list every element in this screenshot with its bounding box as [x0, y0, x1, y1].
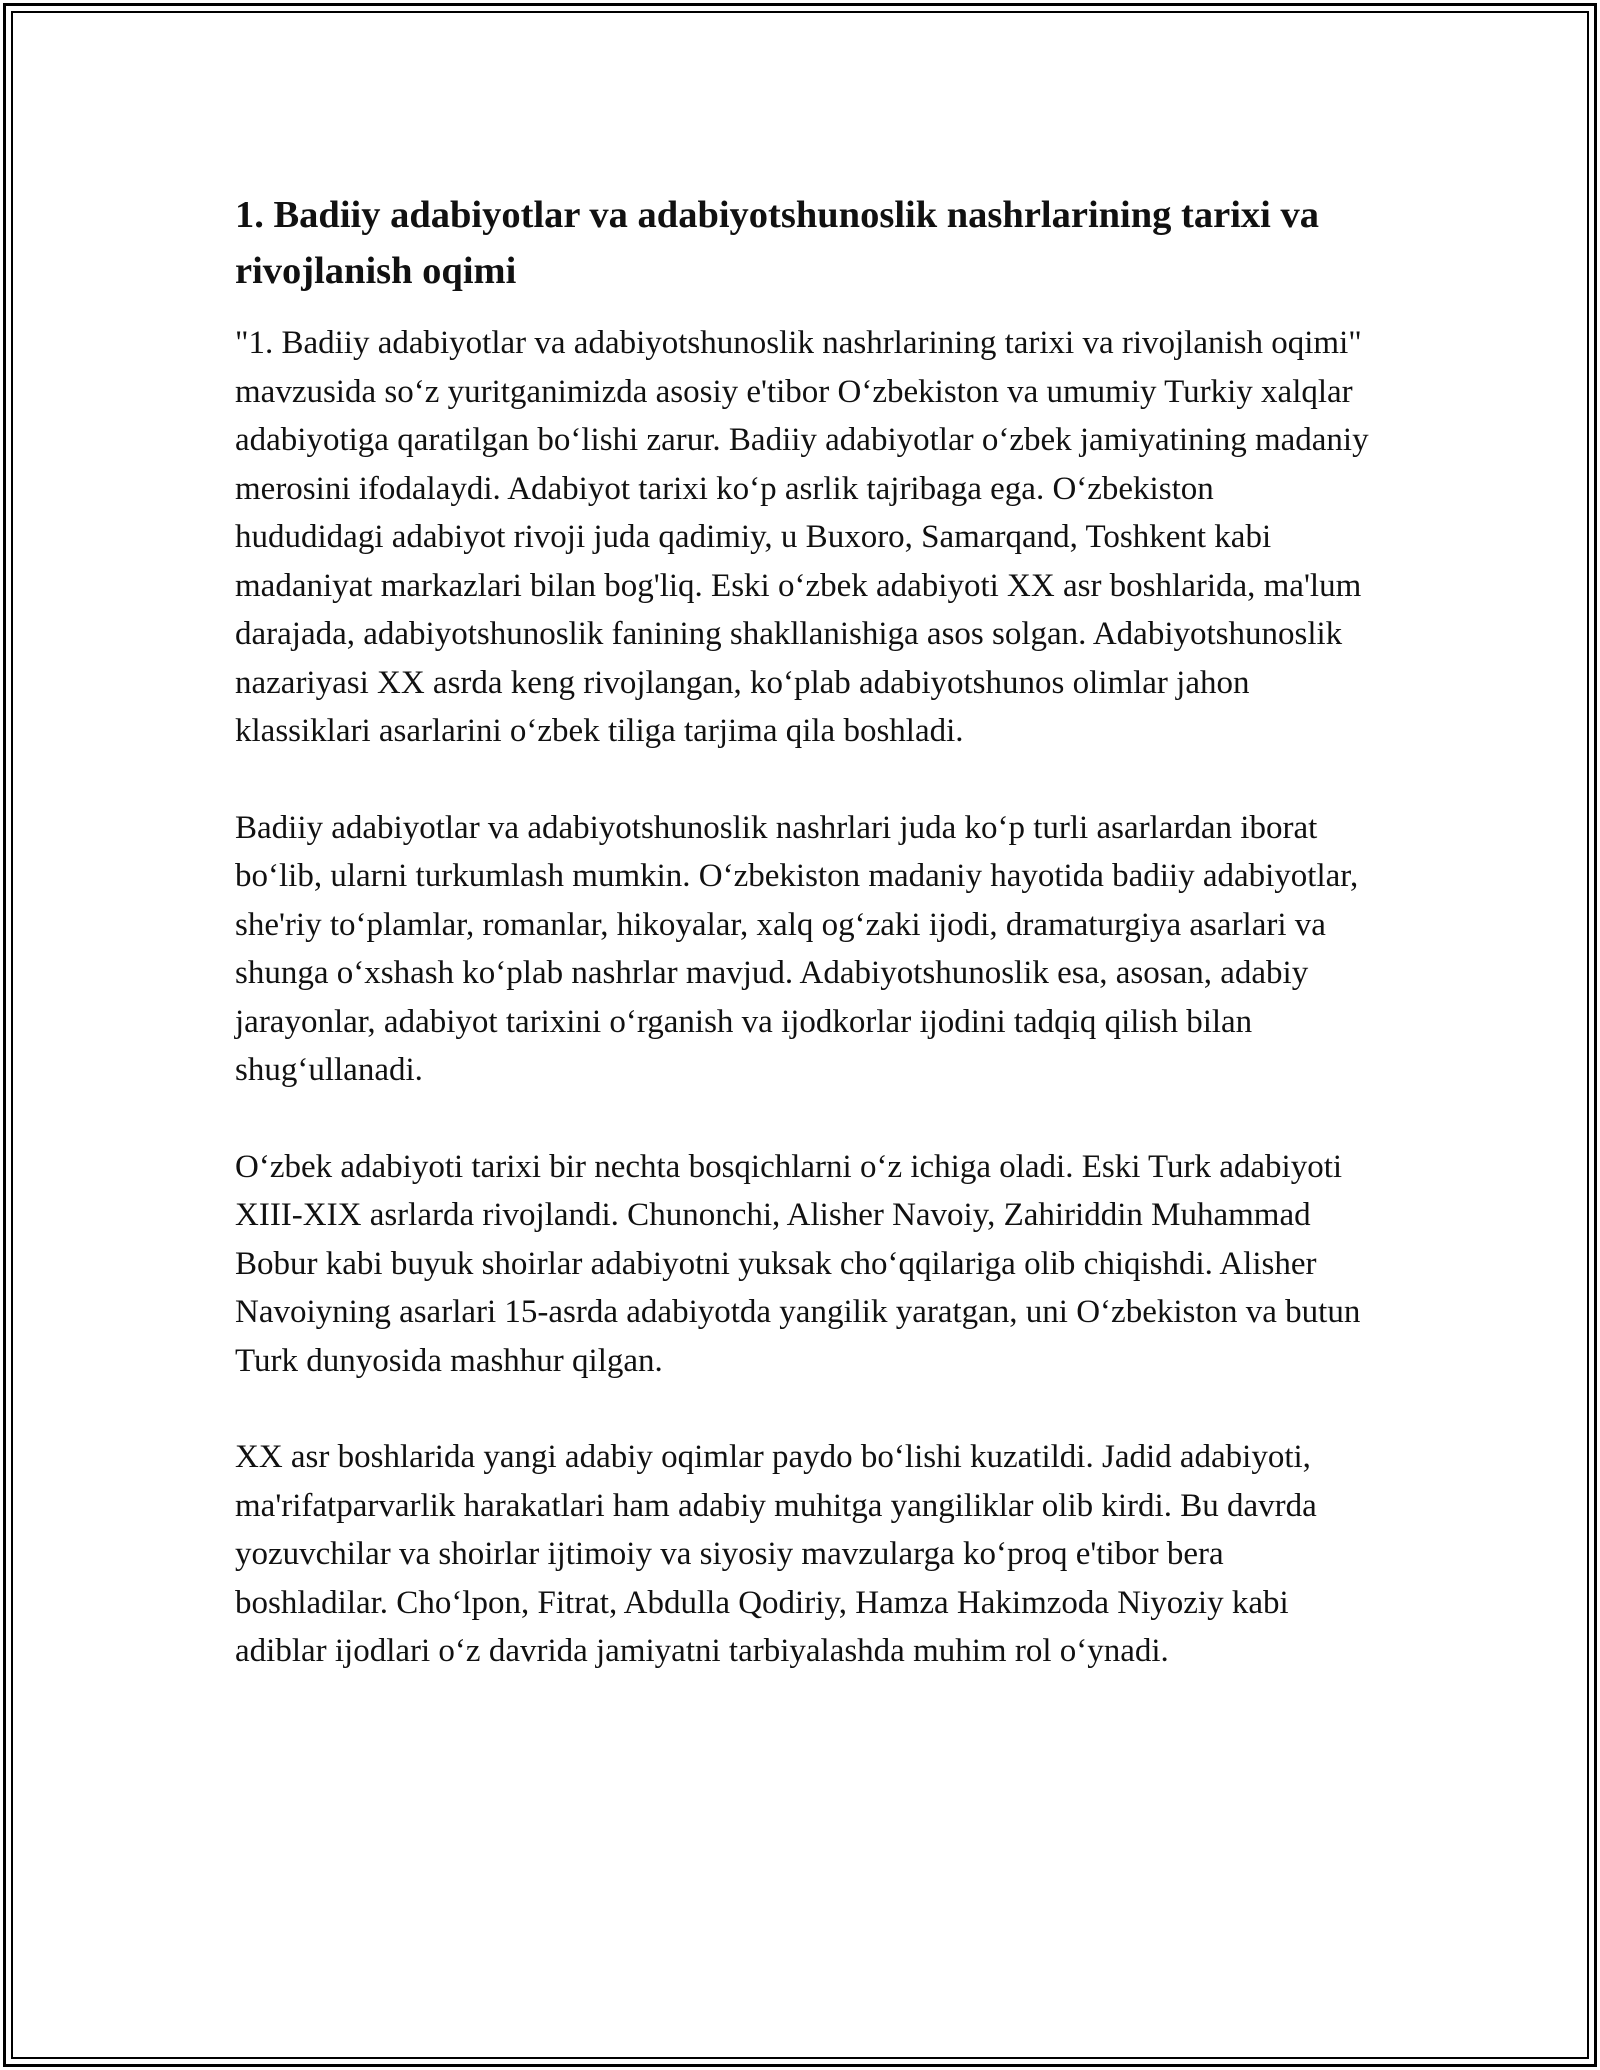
- paragraph-3: O‘zbek adabiyoti tarixi bir nechta bosqichlarni o‘z ichiga oladi. Eski Turk adabiyoti XIII-XIX asrlarda rivojlandi. Chunonchi, Alisher Navoiy, Zahiriddin Muhammad Bobur kabi buyuk shoirlar adabiyotni yuksak cho‘qqilariga olib chiqishdi. Alisher Navoiyning asarlari 15-asrda adabiyotda yangilik yaratgan, uni O‘zbekiston va butun Turk dunyosida mashhur qilgan.: [235, 1148, 1361, 1379]
- paragraph-2: Badiiy adabiyotlar va adabiyotshunoslik nashrlari juda ko‘p turli asarlardan iborat bo‘lib, ularni turkumlash mumkin. O‘zbekiston madaniy hayotida badiiy adabiyotlar, she'riy to‘plamlar, romanlar, hikoyalar, xalq og‘zaki ijodi, dramaturgiya asarlari va shunga o‘xshash ko‘plab nashrlar mavjud. Adabiyotshunoslik esa, asosan, adabiy jarayonlar, adabiyot tarixini o‘rganish va ijodkorlar ijodini tadqiq qilish bilan shug‘ullanadi.: [235, 809, 1359, 1088]
- document-title: 1. Badiiy adabiyotlar va adabiyotshunoslik nashrlarining tarixi va rivojlanish oqimi: [235, 194, 1319, 292]
- document-body: [235, 187, 1370, 1724]
- paragraph-1: "1. Badiiy adabiyotlar va adabiyotshunoslik nashrlarining tarixi va rivojlanish oqimi" mavzusida so‘z yuritganimizda asosiy e'tibor O‘zbekiston va umumiy Turkiy xalqlar adabiyotiga qaratilgan bo‘lishi zarur. Badiiy adabiyotlar o‘zbek jamiyatining madaniy merosini ifodalaydi. Adabiyot tarixi ko‘p asrlik tajribaga ega. O‘zbekiston hududidagi adabiyot rivoji juda qadimiy, u Buxoro, Samarqand, Toshkent kabi madaniyat markazlari bilan bog'liq. Eski o‘zbek adabiyoti XX asr boshlarida, ma'lum darajada, adabiyotshunoslik fanining shakllanishiga asos solgan. Adabiyotshunoslik nazariyasi XX asrda keng rivojlangan, ko‘plab adabiyotshunos olimlar jahon klassiklari asarlarini o‘zbek tiliga tarjima qila boshladi.: [235, 325, 1369, 749]
- paragraph-4: XX asr boshlarida yangi adabiy oqimlar paydo bo‘lishi kuzatildi. Jadid adabiyoti, ma'rifatparvarlik harakatlari ham adabiy muhitga yangiliklar olib kirdi. Bu davrda yozuvchilar va shoirlar ijtimoiy va siyosiy mavzularga ko‘proq e'tibor bera boshladilar. Cho‘lpon, Fitrat, Abdulla Qodiriy, Hamza Hakimzoda Niyoziy kabi adiblar ijodlari o‘z davrida jamiyatni tarbiyalashda muhim rol o‘ynadi.: [235, 1439, 1317, 1669]
